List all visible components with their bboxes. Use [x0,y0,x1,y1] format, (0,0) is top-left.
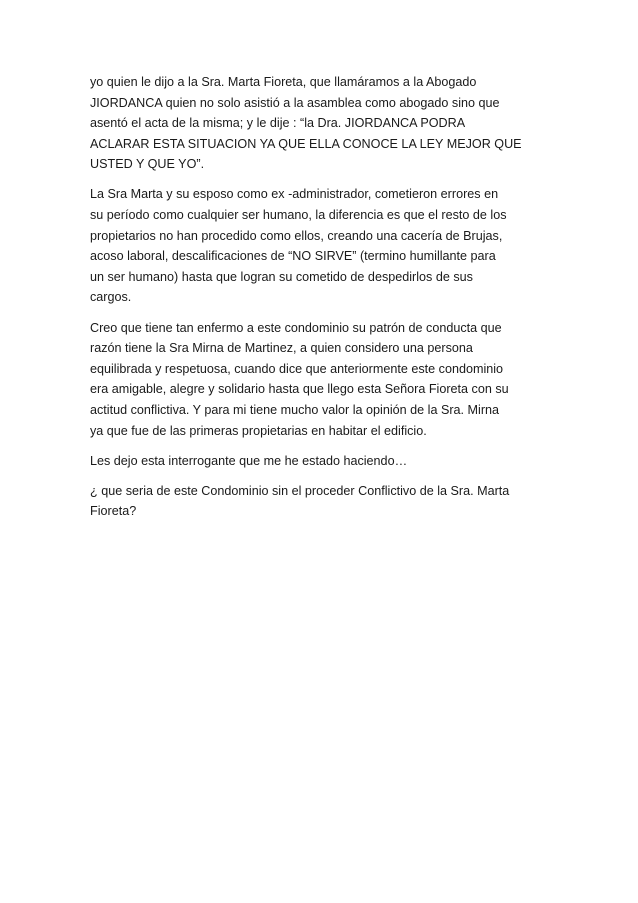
text-line: Fioreta? [90,504,137,519]
text-line: ACLARAR ESTA SITUACION YA QUE ELLA CONOCE LA LEY MEJOR QUE [90,136,522,151]
text-line: USTED Y QUE YO”. [90,157,205,172]
paragraph-3 [90,318,550,442]
text-line: su período como cualquier ser humano, la diferencia es que el resto de los [90,208,507,223]
text-line: Creo que tiene tan enfermo a este condominio su patrón de conducta que [90,320,502,335]
document-body [90,72,550,531]
text-line: un ser humano) hasta que logran su cometido de despedirlos de sus [90,269,473,284]
paragraph-5 [90,481,550,522]
text-line: propietarios no han procedido como ellos, creando una cacería de Brujas, [90,228,503,243]
text-line: Les dejo esta interrogante que me he estado haciendo… [90,453,408,468]
text-line: actitud conflictiva. Y para mi tiene mucho valor la opinión de la Sra. Mirna [90,402,500,417]
text-line: asentó el acta de la misma; y le dije : “la Dra. JIORDANCA PODRA [90,116,466,131]
text-line: cargos. [90,290,132,305]
text-line: equilibrada y respetuosa, cuando dice que anteriormente este condominio [90,361,504,376]
paragraph-1 [90,72,550,175]
text-line: La Sra Marta y su esposo como ex -administrador, cometieron errores en [90,187,499,202]
text-line: ¿ que seria de este Condominio sin el proceder Conflictivo de la Sra. Marta [90,483,510,498]
text-line: acoso laboral, descalificaciones de “NO SIRVE” (termino humillante para [90,249,496,264]
text-line: yo quien le dijo a la Sra. Marta Fioreta, que llamáramos a la Abogado [90,75,477,89]
paragraph-2 [90,184,550,308]
text-line: era amigable, alegre y solidario hasta que llego esta Señora Fioreta con su [90,382,509,397]
text-line: JIORDANCA quien no solo asistió a la asamblea como abogado sino que [90,95,500,110]
paragraph-4 [90,451,550,472]
text-line: razón tiene la Sra Mirna de Martinez, a quien considero una persona [90,341,473,356]
text-line: ya que fue de las primeras propietarias en habitar el edificio. [90,423,427,438]
